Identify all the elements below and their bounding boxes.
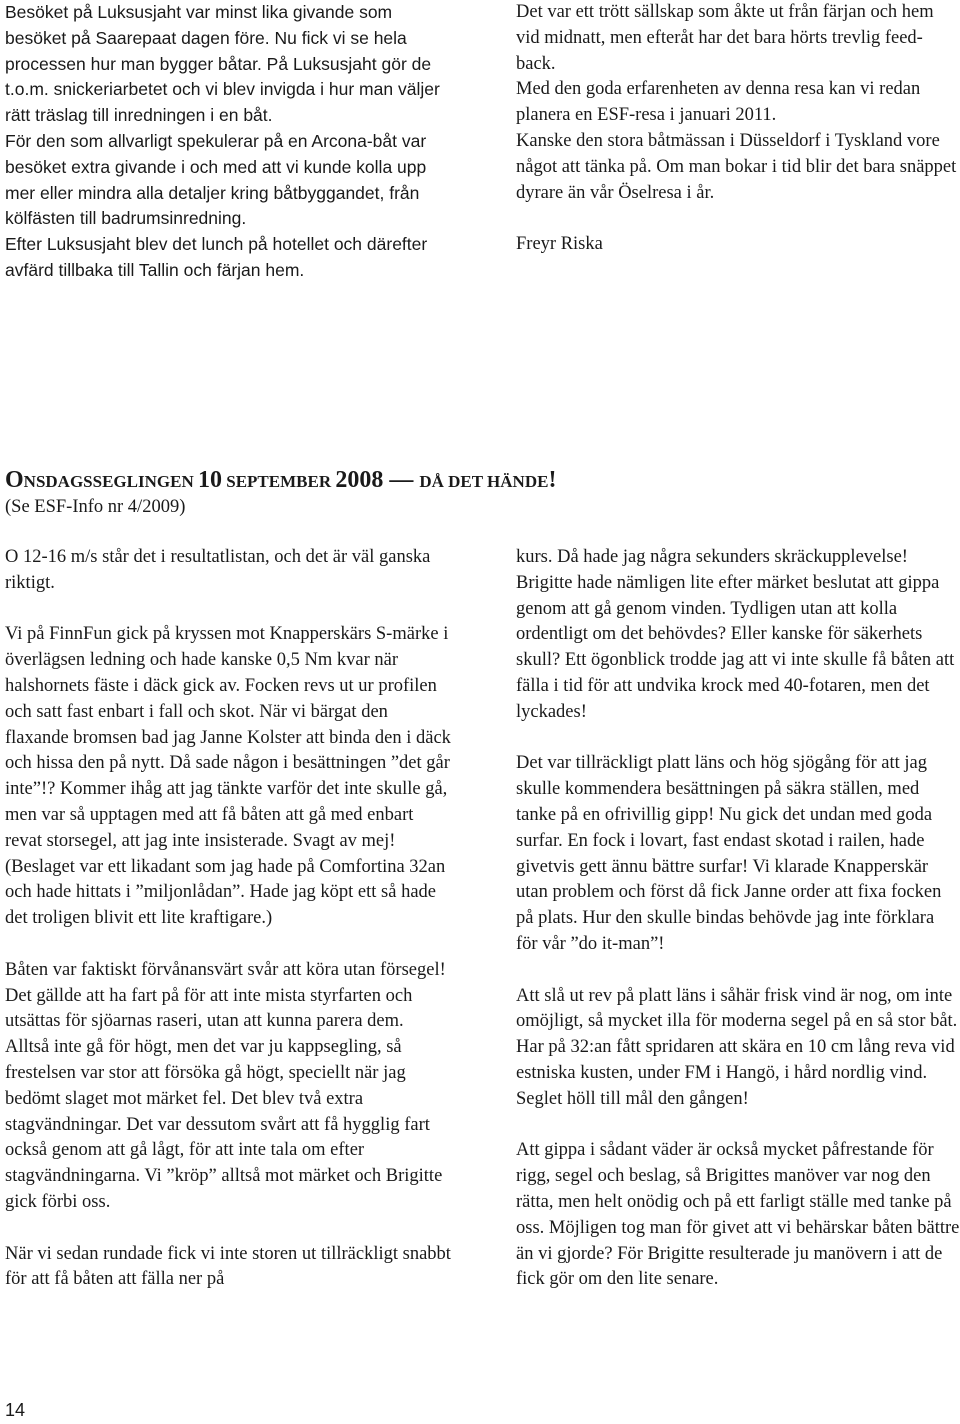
paragraph: Kanske den stora båtmässan i Düsseldorf i Tyskland vore något att tänka på. Om man bokar i tid blir det bara snäppet dyrare än vår Öselresa i år.	[516, 130, 957, 203]
author-signature: Freyr Riska	[516, 234, 603, 255]
paragraph: När vi sedan rundade fick vi inte storen ut tillräckligt snabbt för att få båten att fälla ner på	[5, 1243, 451, 1290]
top-left-column	[5, 0, 449, 284]
top-right-column	[516, 0, 960, 258]
paragraph: Besöket på Luksusjaht var minst lika givande som besöket på Saarepaat dagen före. Nu fick vi se hela processen hur man bygger båtar. På Luksusjaht gör de t.o.m. snickeriarbetet och vi blev invigda i hur man väljer rätt träslag till inredningen i en båt.	[5, 2, 440, 126]
article-left-column	[5, 545, 451, 1293]
paragraph: O 12-16 m/s står det i resultatlistan, och det är väl ganska riktigt.	[5, 547, 431, 593]
paragraph: Det var tillräckligt platt läns och hög sjögång för att jag skulle kommendera besättningen på säkra ställen, med tanke på en ofrivillig gipp! Nu gick det undan med goda surfar. En fock i lovart, fast endast skotad i railen, hade givetvis gett ännu bättre surfar! Vi klarade Knapperskär utan problem och först då fick Janne order att fixa focken på plats. Hur den skulle bindas behövde jag inte förklara för vår ”do it-man”!	[516, 753, 942, 954]
article-title: ONSDAGSSEGLINGEN 10 SEPTEMBER 2008 — DÅ DET HÄNDE!	[5, 467, 557, 493]
article-right-column	[516, 545, 960, 1293]
paragraph: Att gippa i sådant väder är också mycket påfrestande för rigg, segel och beslag, så Brigittes manöver var nog den rätta, men helt onödig och på ett farligt ställe med tanke på oss. Möjligen tog man för givet att vi behärskar båten bättre än vi gjorde? För Brigitte resulterade ju manövern i att de fick gör om den lite senare.	[516, 1140, 960, 1290]
paragraph: Båten var faktiskt förvånansvärt svår att köra utan försegel! Det gällde att ha fart på för att inte mista styrfarten och utsättas för sjöarnas raseri, utan att kunna parera dem. Alltså inte gå för högt, men det var ju kappsegling, så frestelsen var stor att försöka gå högt, speciellt när jag bedömt slaget mot märket fel. Det blev två extra stagvändningar. Det var dessutom svårt att få hygglig fart också genom att gå lågt, för att inte tala om efter stagvändningarna. Vi ”kröp” alltså mot märket och Brigitte gick förbi oss.	[5, 959, 446, 1212]
paragraph: För den som allvarligt spekulerar på en Arcona-båt var besöket extra givande i och med att vi kunde kolla upp mer eller mindra alla detaljer kring båtbyggandet, från kölfästen till badrumsinredning.	[5, 130, 427, 229]
article-subtitle: (Se ESF-Info nr 4/2009)	[5, 497, 186, 517]
paragraph: Det var ett trött sällskap som åkte ut från färjan och hem vid midnatt, men efteråt har det bara hörts trevlig feed-back.	[516, 2, 934, 74]
paragraph: kurs. Då hade jag några sekunders skräckupplevelse! Brigitte hade nämligen lite efter märket beslutat att gippa genom att gå genom vinden. Tydligen utan att kolla ordentligt om det behövdes? Eller kanske för säkerhets skull? Ett ögonblick trodde jag att vi inte skulle få båten att fälla i tid för att undvika krock med 40-fotaren, men det lyckades!	[516, 547, 955, 722]
paragraph: Efter Luksusjaht blev det lunch på hotellet och därefter avfärd tillbaka till Tallin och färjan hem.	[5, 234, 428, 280]
page-number: 14	[5, 1400, 26, 1420]
paragraph: Vi på FinnFun gick på kryssen mot Knapperskärs S-märke i överlägsen ledning och hade kanske 0,5 Nm kvar när halshornets fäste i däck gick av. Focken revs ut ur profilen och satt fast enbart i fall och skot. När vi bärgat den flaxande bromsen bad jag Janne Kolster att binda den i däck och hissa den på nytt. Då sade någon i besättningen ”det går inte”!? Kommer ihåg att jag tänkte varför det inte skulle gå, men var så upptagen med att få båten att gå med enbart revat storsegel, att jag inte insisterade. Svagt av mej! (Beslaget var ett likadant som jag hade på Comfortina 32an och hade hittats i ”miljonlådan”. Hade jag köpt ett så hade det troligen blivit ett lite kraftigare.)	[5, 624, 451, 929]
paragraph: Att slå ut rev på platt läns i såhär frisk vind är nog, om inte omöjligt, så mycket illa för moderna segel på en så stor båt. Har på 32:an fått spridaren att skära en 10 cm lång reva vid estniska kusten, under FM i Hangö, i hård nordlig vind. Seglet höll till mål den gången!	[516, 985, 958, 1109]
paragraph: Med den goda erfarenheten av denna resa kan vi redan planera en ESF-resa i januari 2011.	[516, 79, 921, 126]
